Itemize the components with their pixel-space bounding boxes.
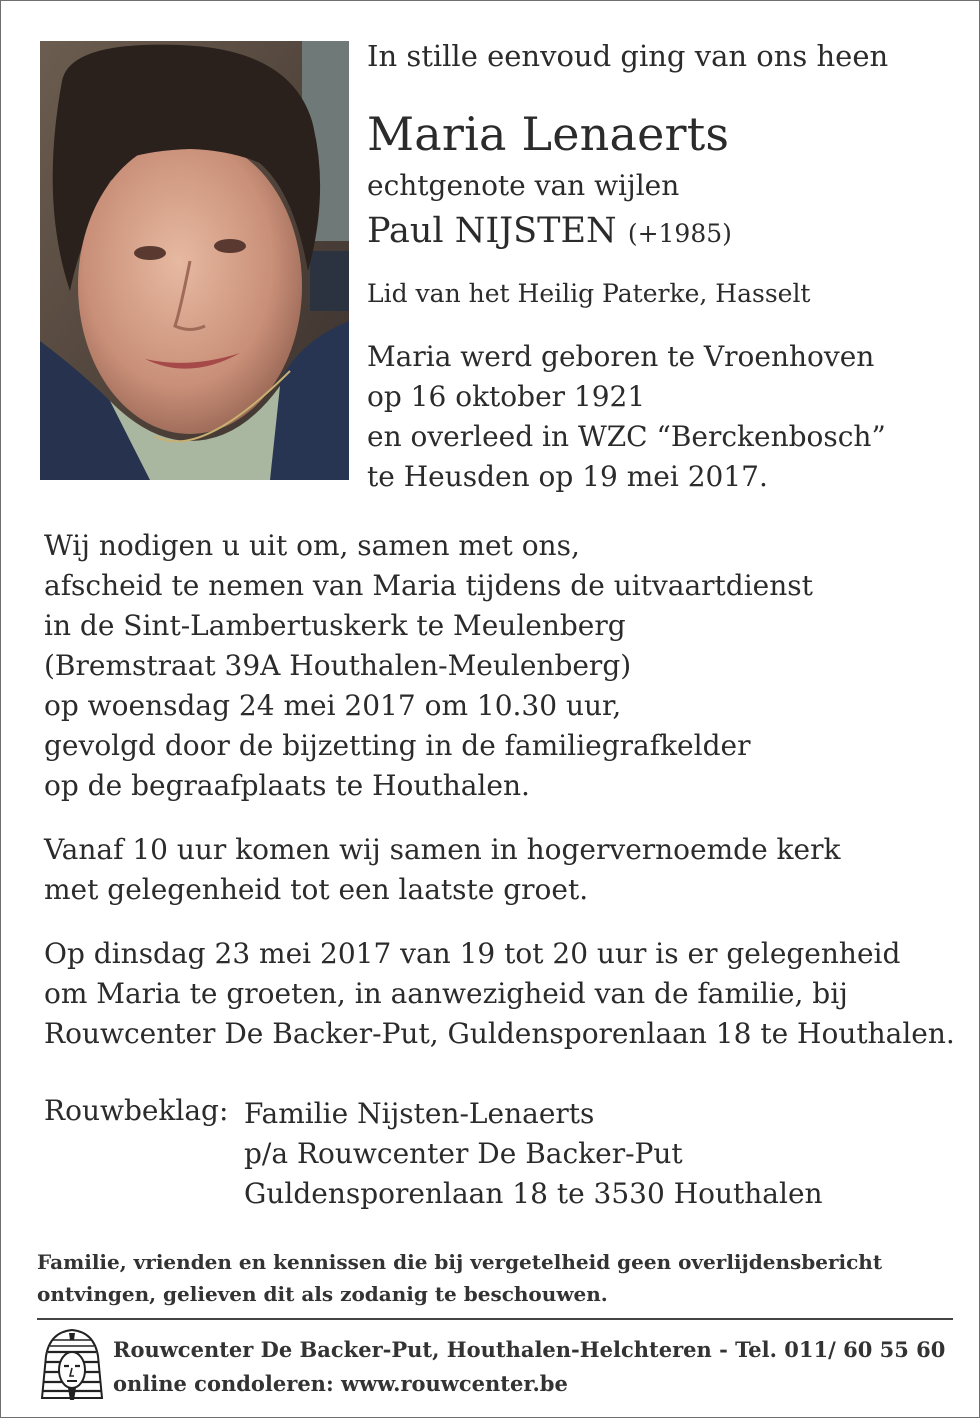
spouse-prefix: echtgenote van wijlen (367, 169, 680, 202)
invitation-line: in de Sint-Lambertuskerk te Meulenberg (44, 609, 626, 642)
condolence-address (244, 1094, 823, 1214)
portrait-photo (40, 41, 349, 480)
life-line: en overleed in WZC “Berckenbosch” (367, 420, 886, 453)
intro-line: In stille eenvoud ging van ons heen (367, 39, 889, 73)
life-line: te Heusden op 19 mei 2017. (367, 460, 768, 493)
membership-line: Lid van het Heilig Paterke, Hasselt (367, 279, 811, 308)
gathering-line: met gelegenheid tot een laatste groet. (44, 873, 589, 906)
invitation-line: Wij nodigen u uit om, samen met ons, (44, 529, 580, 562)
notice-text (37, 1246, 882, 1310)
condolence-line: Familie Nijsten-Lenaerts (244, 1097, 595, 1130)
invitation-line: (Bremstraat 39A Houthalen-Meulenberg) (44, 649, 632, 682)
spouse-year: (+1985) (627, 219, 732, 248)
gathering-paragraph (44, 830, 840, 910)
funeral-home-line: Rouwcenter De Backer-Put, Houthalen-Helchteren - Tel. 011/ 60 55 60 (113, 1337, 946, 1362)
notice-line: ontvingen, gelieven dit als zodanig te beschouwen. (37, 1282, 608, 1306)
invitation-paragraph (44, 526, 813, 806)
life-line: Maria werd geboren te Vroenhoven (367, 340, 875, 373)
footer-contact (113, 1333, 945, 1401)
condolence-line: p/a Rouwcenter De Backer-Put (244, 1137, 683, 1170)
life-details (367, 337, 886, 497)
spouse-line (367, 211, 732, 251)
notice-line: Familie, vrienden en kennissen die bij vergetelheid geen overlijdensbericht (37, 1250, 883, 1274)
invitation-line: op de begraafplaats te Houthalen. (44, 769, 530, 802)
visitation-line: om Maria te groeten, in aanwezigheid van de familie, bij (44, 977, 848, 1010)
online-condolence-link[interactable]: online condoleren: www.rouwcenter.be (113, 1371, 568, 1396)
footer-divider (37, 1318, 953, 1320)
invitation-line: afscheid te nemen van Maria tijdens de uitvaartdienst (44, 569, 813, 602)
visitation-line: Rouwcenter De Backer-Put, Guldensporenlaan 18 te Houthalen. (44, 1017, 955, 1050)
life-line: op 16 oktober 1921 (367, 380, 646, 413)
condolence-line: Guldensporenlaan 18 te 3530 Houthalen (244, 1177, 823, 1210)
deceased-name: Maria Lenaerts (367, 107, 730, 161)
visitation-paragraph (44, 934, 955, 1054)
invitation-line: op woensdag 24 mei 2017 om 10.30 uur, (44, 689, 622, 722)
spouse-name: Paul NIJSTEN (367, 211, 617, 251)
visitation-line: Op dinsdag 23 mei 2017 van 19 tot 20 uur is er gelegenheid (44, 937, 901, 970)
gathering-line: Vanaf 10 uur komen wij samen in hogervernoemde kerk (44, 833, 841, 866)
invitation-line: gevolgd door de bijzetting in de familiegrafkelder (44, 729, 751, 762)
condolence-label: Rouwbeklag: (44, 1094, 229, 1127)
pharaoh-head-icon (38, 1328, 106, 1402)
